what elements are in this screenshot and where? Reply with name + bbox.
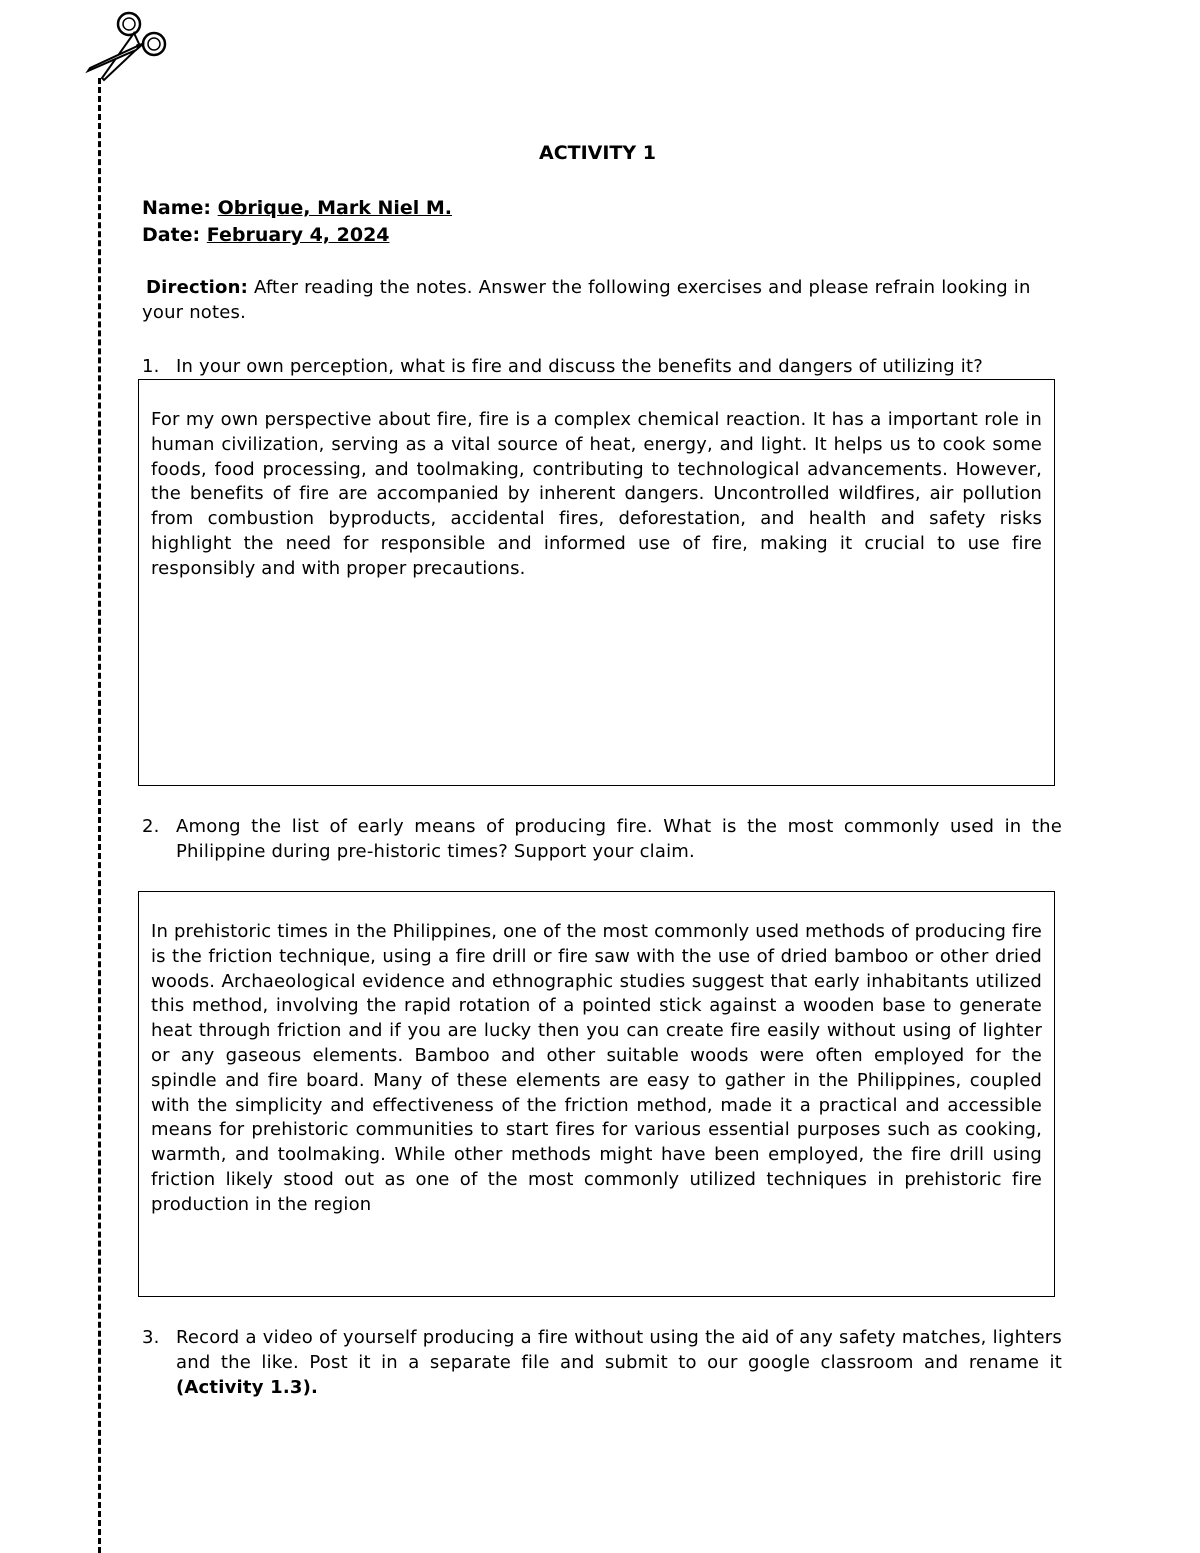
page-title: ACTIVITY 1 xyxy=(538,142,656,164)
question-text-bold: (Activity 1.3). xyxy=(176,1377,319,1398)
date-value: February 4, 2024 xyxy=(206,224,390,246)
question-text xyxy=(176,1325,1062,1400)
direction-text: After reading the notes. Answer the following exercises and please refrain looking in your notes. xyxy=(142,277,1031,323)
question-number: 3. xyxy=(142,1327,160,1348)
question-text: In your own perception, what is fire and discuss the benefits and dangers of utilizing it? xyxy=(176,356,984,377)
answer-box-2[interactable] xyxy=(138,891,1055,1297)
question-3 xyxy=(142,1325,1062,1400)
question-number: 1. xyxy=(142,356,160,377)
name-line xyxy=(142,195,452,221)
question-number: 2. xyxy=(142,816,160,837)
answer-box-1[interactable] xyxy=(138,379,1055,786)
direction-paragraph xyxy=(142,275,1062,325)
answer-text-2: In prehistoric times in the Philippines, one of the most commonly used methods of producing fire is the friction technique, using a fire drill or fire saw with the use of dried bamboo or other dried woods. Archaeological evidence and ethnographic studies suggest that early inhabitants utilized this method, involving the rapid rotation of a pointed stick against a wooden base to generate heat through friction and if you are lucky then you can create fire easily without using of lighter or any gaseous elements. Bamboo and other suitable woods were often employed for the spindle and fire board. Many of these elements are easy to gather in the Philippines, coupled with the simplicity and effectiveness of the friction method, made it a practical and accessible means for prehistoric communities to start fires for various essential purposes such as cooking, warmth, and toolmaking. While other methods might have been employed, the fire drill using friction likely stood out as one of the most commonly utilized techniques in prehistoric fire production in the region xyxy=(151,921,1042,1215)
date-label: Date: xyxy=(142,224,201,246)
direction-label: Direction: xyxy=(146,277,249,298)
question-1 xyxy=(142,354,1062,379)
question-2 xyxy=(142,814,1062,864)
date-line xyxy=(142,222,390,248)
name-value: Obrique, Mark Niel M. xyxy=(217,197,453,219)
scissors-icon xyxy=(82,6,172,86)
name-label: Name: xyxy=(142,197,212,219)
cut-line-divider xyxy=(98,78,101,1553)
question-text-main: Record a video of yourself producing a fire without using the aid of any safety matches, lighters and the like. Post it in a separate file and submit to our google classroom and rename it xyxy=(176,1327,1062,1373)
answer-text-1: For my own perspective about fire, fire is a complex chemical reaction. It has a important role in human civilization, serving as a vital source of heat, energy, and light. It helps us to cook some foods, food processing, and toolmaking, contributing to technological advancements. However, the benefits of fire are accompanied by inherent dangers. Uncontrolled wildfires, air pollution from combustion byproducts, accidental fires, deforestation, and health and safety risks highlight the need for responsible and informed use of fire, making it crucial to use fire responsibly and with proper precautions. xyxy=(151,409,1042,579)
question-text: Among the list of early means of producing fire. What is the most commonly used in the Philippine during pre-historic times? Support your claim. xyxy=(176,816,1062,862)
